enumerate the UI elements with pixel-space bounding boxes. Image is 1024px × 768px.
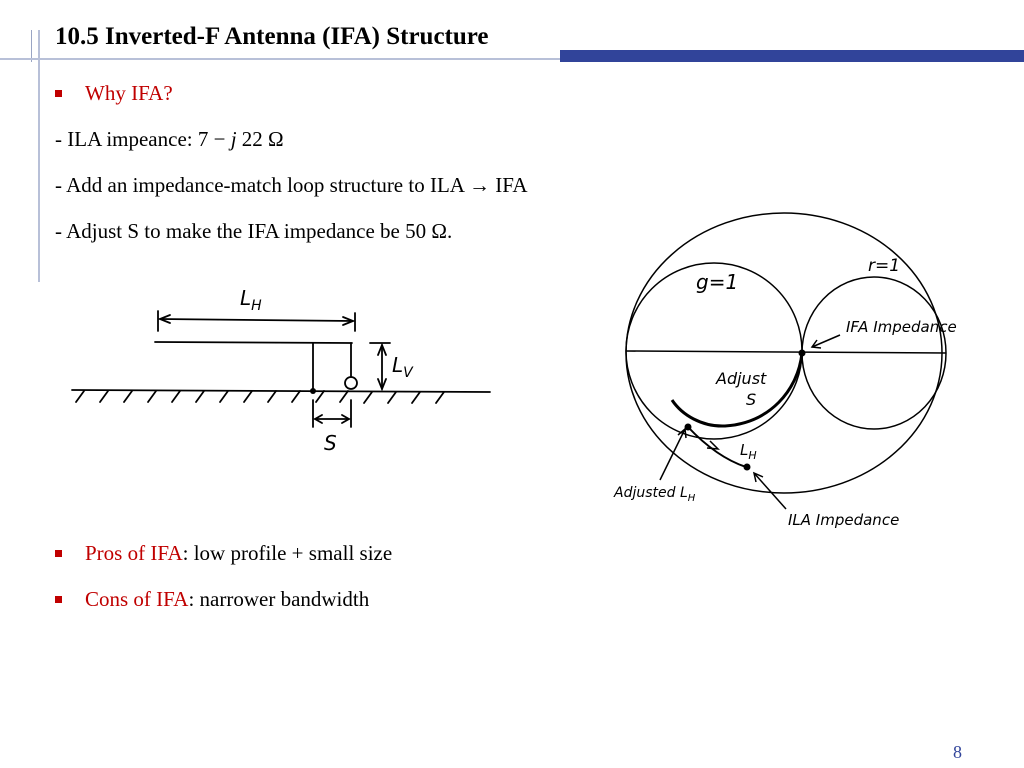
adjust-label: Adjust [716, 369, 767, 388]
adjust-s-label: S [746, 390, 757, 409]
lh-dimension-line [160, 319, 353, 321]
feed-source-icon [345, 377, 357, 389]
decor-header-bar [560, 50, 1024, 62]
bullet-square-icon [55, 596, 62, 603]
cons-label: Cons of IFA [85, 587, 189, 611]
ila-impedance-j: j [230, 127, 237, 151]
ifa-point-dot [799, 350, 806, 357]
r-label: r=1 [868, 256, 901, 276]
adjusted-lh-arrow [660, 429, 685, 480]
adjusted-point-dot [685, 424, 692, 431]
why-ifa-heading: Why IFA? [85, 81, 173, 105]
antenna-sketch [60, 275, 500, 460]
adjusted-lh-label: Adjusted $L_H$ [614, 485, 696, 504]
page-number: 8 [953, 742, 962, 762]
bullet-square-icon [55, 550, 62, 557]
bullet-square-icon [55, 90, 62, 97]
match-loop-line: - Add an impedance-match loop structure to ILA → IFA [55, 173, 528, 197]
pros-text: : low profile + small size [182, 541, 393, 565]
ila-impedance-prefix: - ILA impeance: 7 − [55, 127, 231, 151]
cons-text: : narrower bandwidth [188, 587, 370, 611]
lh-path-label: $L_H$ [740, 441, 757, 462]
adjust-s-path [672, 353, 802, 426]
lv-label: $L_V$ [392, 353, 413, 381]
ifa-impedance-label: IFA Impedance [846, 318, 957, 336]
pros-label: Pros of IFA [85, 541, 183, 565]
short-point-dot [310, 388, 316, 394]
smith-chart-sketch [610, 205, 990, 530]
ground-plane-line [72, 390, 490, 392]
decor-vertical-line [38, 30, 40, 282]
antenna-horizontal-arm [155, 342, 352, 343]
lh-label: $L_H$ [240, 286, 262, 314]
g-label: g=1 [696, 270, 739, 294]
ila-impedance-line [55, 127, 284, 152]
slide-title: 10.5 Inverted-F Antenna (IFA) Structure [55, 23, 489, 50]
ila-impedance-suffix: 22 Ω [236, 127, 284, 151]
adjust-s-line: - Adjust S to make the IFA impedance be 50 Ω. [55, 219, 453, 243]
ila-impedance-label: ILA Impedance [788, 511, 900, 529]
ila-point-dot [744, 464, 751, 471]
ground-hatch [76, 391, 444, 403]
real-axis-line [626, 351, 946, 353]
s-label: S [324, 431, 337, 455]
